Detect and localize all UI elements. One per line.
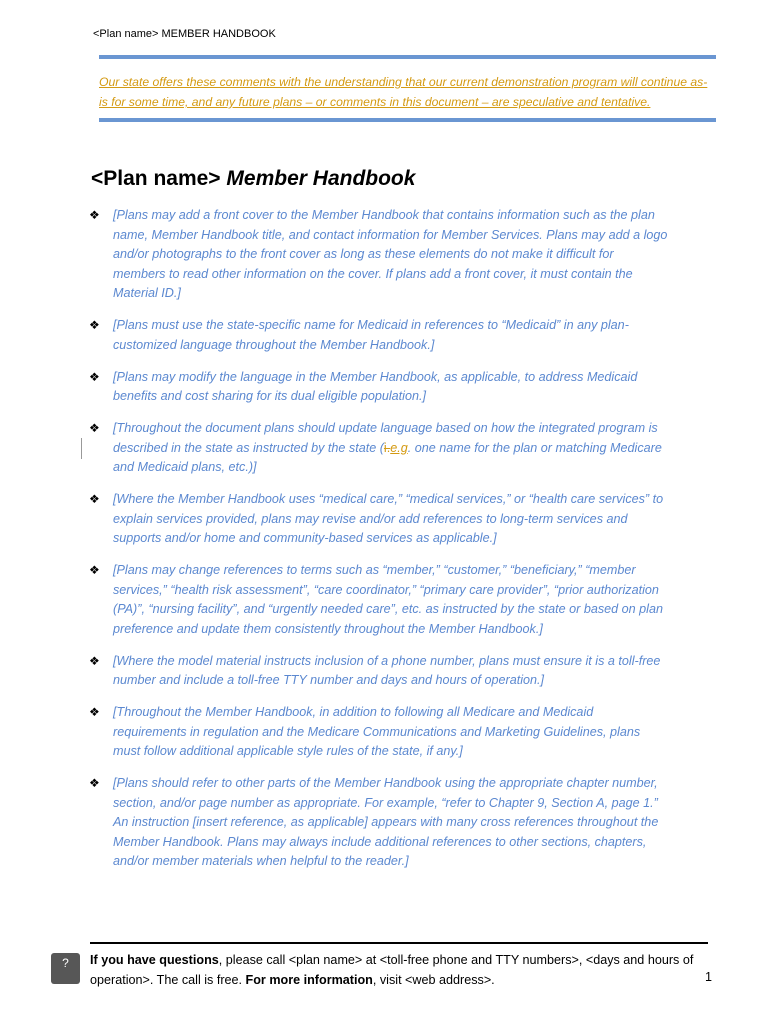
diamond-bullet-icon: ❖ (89, 492, 100, 506)
list-item (89, 368, 669, 407)
instruction-text: [Plans must use the state-specific name for Medicaid in references to “Medicaid” in any plan-customized language throughout the Member Handbook.] (113, 318, 629, 352)
running-header: <Plan name> MEMBER HANDBOOK (93, 28, 276, 40)
diamond-bullet-icon: ❖ (89, 563, 100, 577)
diamond-bullet-icon: ❖ (89, 208, 100, 222)
change-bar (81, 438, 82, 459)
footer-questions-text: , please call <plan name> at <toll-free phone and TTY numbers>, <days and hours of operation>. The call is free. (90, 953, 694, 987)
tracked-insertion: e.g (390, 440, 408, 455)
instruction-text: [Where the Member Handbook uses “medical care,” “medical services,” or “health care services” to explain services provided, plans may revise and/or add references to long-term services and supports and/or home and community-based services as applicable.] (113, 492, 664, 545)
help-icon[interactable]: ? (51, 953, 80, 984)
instruction-text-after: . one name for the plan or matching Medicare and Medicaid plans, etc.)] (113, 440, 662, 474)
list-item (89, 652, 669, 691)
instruction-text: [Plans may add a front cover to the Member Handbook that contains information such as the plan name, Member Handbook title, and contact information for Member Services. Plans may add a logo and/or photographs to the front cover as long as these elements do not make it difficult for members to read other information on the cover. If plans add a front cover, it must contain the Material ID.] (113, 208, 668, 300)
tracked-deletion: i. (383, 440, 391, 455)
list-item (89, 419, 669, 478)
page-number: 1 (705, 970, 713, 984)
diamond-bullet-icon: ❖ (89, 318, 100, 332)
footer-rule (90, 942, 708, 944)
title-italic: Member Handbook (226, 167, 416, 190)
instruction-list (89, 206, 669, 884)
diamond-bullet-icon: ❖ (89, 776, 100, 790)
footer-info-text: , visit <web address>. (372, 973, 495, 987)
diamond-bullet-icon: ❖ (89, 421, 100, 435)
diamond-bullet-icon: ❖ (89, 369, 100, 384)
comment-bottom-rule (99, 118, 716, 122)
state-comment: Our state offers these comments with the understanding that our current demonstration program will continue as-is for some time, and any future plans – or comments in this document – are speculative and tentative. (99, 75, 708, 109)
instruction-text: [Where the model material instructs inclusion of a phone number, plans must ensure it is a toll-free number and include a toll-free TTY number and days and hours of operation.] (113, 653, 661, 687)
list-item (89, 206, 669, 304)
instruction-text: [Plans may change references to terms such as “member,” “customer,” “beneficiary,” “member services,” “health risk assessment”, “care coordinator,” “primary care provider”, “prior authorization (PA)”, “nursing facility”, and “urgently needed care”, etc. as instructed by the state or based on plan preference and update them consistently throughout the Member Handbook.] (113, 563, 663, 636)
instruction-text-before: [Throughout the document plans should update language based on how the integrated program is described in the state as instructed by the state ( (113, 421, 658, 455)
title-prefix: <Plan name> (91, 167, 221, 190)
instruction-text: [Plans may modify the language in the Member Handbook, as applicable, to address Medicaid benefits and cost sharing for its dual eligible population.] (113, 369, 638, 403)
instruction-text: [Plans should refer to other parts of the Member Handbook using the appropriate chapter number, section, and/or page number as appropriate. For example, “refer to Chapter 9, Section A, page 1.” An instruction [insert reference, as applicable] appears with many cross references throughout the Member Handbook. Plans may always include additional references to other sections, chapters, and/or member materials when helpful to the reader.] (113, 776, 659, 868)
diamond-bullet-icon: ❖ (89, 705, 100, 719)
comment-top-rule (99, 55, 716, 59)
page-title (91, 167, 415, 191)
list-item (89, 774, 669, 872)
instruction-text: [Throughout the Member Handbook, in addition to following all Medicare and Medicaid requirements in regulation and the Medicare Communications and Marketing Guidelines, plans must follow additional applicable style rules of the state, if any.] (113, 705, 641, 758)
footer-contact (90, 950, 702, 990)
footer-questions-label: If you have questions (90, 953, 219, 967)
list-item (89, 703, 669, 762)
list-item (89, 561, 669, 639)
footer-info-label: For more information (245, 973, 373, 987)
list-item (89, 490, 669, 549)
diamond-bullet-icon: ❖ (89, 653, 100, 668)
list-item (89, 316, 669, 355)
